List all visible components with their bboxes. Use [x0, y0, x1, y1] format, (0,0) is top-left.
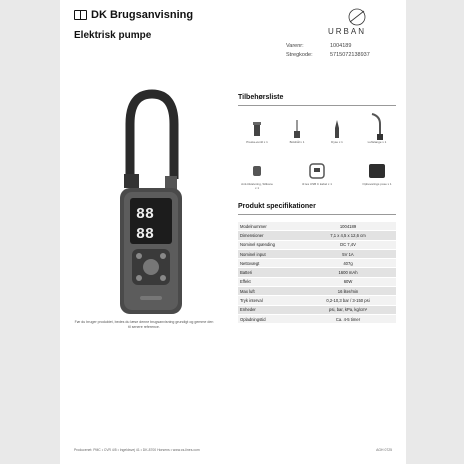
product-meta: [286, 42, 370, 60]
spec-row: [238, 249, 396, 258]
accessories-heading: Tilbehørsliste: [238, 94, 284, 101]
spec-row: [238, 259, 396, 268]
footer-producer: Producenet: PMC • CVR 4/5 • Ingeldsvej 41 • DK-8700 Horsens • www.cs-lines.com: [74, 448, 200, 452]
accessory-label: Boldnål x 1: [289, 140, 305, 144]
spec-label: Nominel input: [238, 249, 300, 258]
spec-value: 5V 1A: [300, 249, 396, 258]
title-text: DK Brugsanvisning: [91, 9, 194, 21]
spec-value: Ca. 4-5 timer: [300, 314, 396, 323]
spec-label: Max luft: [238, 287, 300, 296]
accessory-label: Presta-ventil x 1: [246, 140, 268, 144]
accessory-label: Luftslange x 1: [367, 140, 387, 144]
page-subtitle: Elektrisk pumpe: [74, 30, 152, 41]
urban-logo-icon: [346, 8, 368, 26]
presta-valve-icon: [240, 118, 274, 140]
accessory-nozzle: [320, 118, 354, 144]
spec-table: [238, 222, 396, 324]
spec-value: 7,1 x 4,5 x 12,6 cm: [300, 231, 396, 240]
spec-row: [238, 222, 396, 231]
spec-value: 16 liter/min: [300, 287, 396, 296]
spec-value: 0,2-10,3 bar / 3-150 psi: [300, 296, 396, 305]
divider: [238, 105, 396, 106]
spec-label: Opladningstid: [238, 314, 300, 323]
dust-cap-icon: [240, 160, 274, 182]
accessory-label: til tes USB C kabel x 1: [302, 182, 332, 186]
spec-value: 407g: [300, 259, 396, 268]
spec-value: 60W: [300, 277, 396, 286]
accessory-label: Dyse x 1: [331, 140, 343, 144]
spec-row: [238, 268, 396, 277]
usb-cable-icon: [300, 160, 334, 182]
spec-value: 1600 mAh: [300, 268, 396, 277]
manual-page: [60, 0, 406, 464]
meta-value: 1004189: [330, 43, 352, 49]
spec-label: Effekt: [238, 277, 300, 286]
spec-label: Modelnummer: [238, 222, 300, 231]
specs-heading: Produkt specifikationer: [238, 203, 316, 210]
spec-row: [238, 240, 396, 249]
accessory-air-hose: [360, 112, 394, 144]
meta-row-barcode: [286, 51, 370, 60]
spec-value: 1004189: [300, 222, 396, 231]
spec-value: DC 7,4V: [300, 240, 396, 249]
spec-row: [238, 231, 396, 240]
brand-name: URBAN: [328, 27, 367, 36]
meta-value: 5715072138937: [330, 52, 370, 58]
accessory-dust-cap: [240, 160, 274, 190]
spec-label: Tryk interval: [238, 296, 300, 305]
storage-bag-icon: [360, 160, 394, 182]
manual-book-icon: [74, 10, 87, 20]
accessory-usb-cable: [300, 160, 334, 186]
electric-pump-image: [110, 84, 190, 324]
air-hose-icon: [360, 112, 394, 140]
footer: [74, 448, 392, 452]
svg-text:88: 88: [136, 226, 155, 243]
ball-needle-icon: [280, 118, 314, 140]
meta-row-item-number: [286, 42, 370, 51]
accessory-label: Opbevarings pose x 1: [362, 182, 392, 186]
spec-label: Batteri: [238, 268, 300, 277]
spec-row: [238, 296, 396, 305]
spec-value: psi, bar, kPa, kg/cm²: [300, 305, 396, 314]
accessory-storage-bag: [360, 160, 394, 186]
spec-row: [238, 277, 396, 286]
accessory-label: Anti-tilstøvning, Silikone x 1: [241, 182, 273, 190]
accessory-presta-valve: [240, 118, 274, 144]
divider: [238, 214, 396, 215]
nozzle-icon: [320, 118, 354, 140]
spec-label: Enheder: [238, 305, 300, 314]
spec-label: Nettovægt: [238, 259, 300, 268]
spec-row: [238, 314, 396, 323]
svg-text:88: 88: [136, 206, 155, 223]
spec-row: [238, 305, 396, 314]
meta-label: Stregkode:: [286, 52, 313, 58]
spec-row: [238, 287, 396, 296]
spec-label: Dimensioner: [238, 231, 300, 240]
page-title: [74, 9, 193, 21]
footer-code: AGH 0725: [376, 448, 392, 452]
spec-label: Nominel spænding: [238, 240, 300, 249]
meta-label: Varenr:: [286, 43, 304, 49]
accessory-ball-needle: [280, 118, 314, 144]
usage-note: Før du bruger produktet, bedes du læse denne brugsanvisning grundigt og gemme den til senere reference.: [74, 320, 214, 329]
